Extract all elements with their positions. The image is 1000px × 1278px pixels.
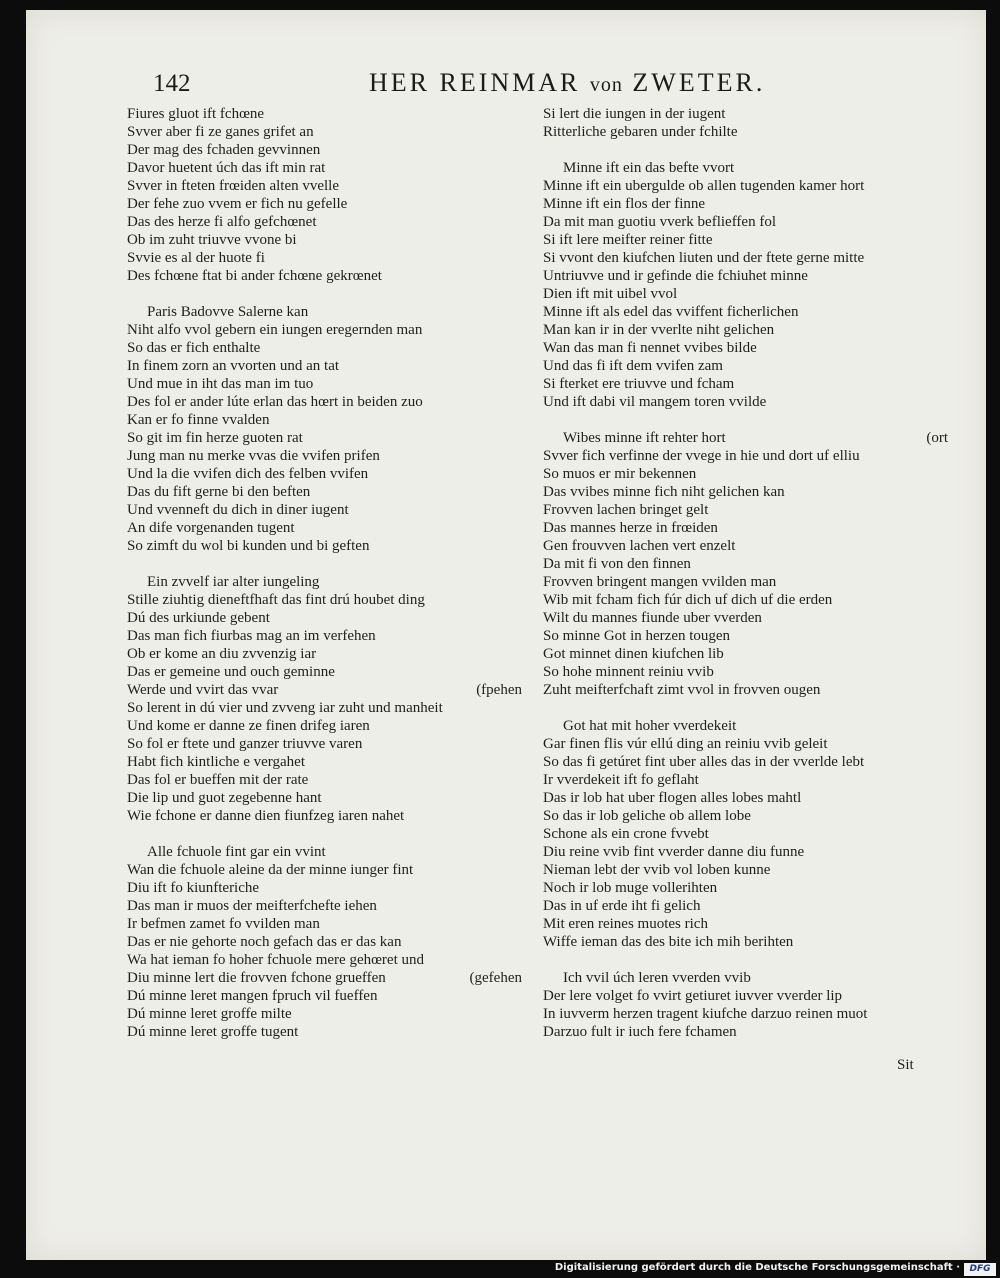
verse-line	[543, 915, 948, 933]
verse-text: Untriuvve und ir gefinde die fchiuhet minne	[543, 268, 808, 284]
verse-text: Svver in fteten frœiden alten vvelle	[127, 178, 340, 194]
verse-line	[543, 357, 948, 375]
verse-line	[543, 717, 948, 735]
verse-text: Svver fich verfinne der vvege in hie und dort uf elliu	[543, 448, 860, 464]
verse-line	[543, 123, 948, 141]
verse-line	[543, 105, 948, 123]
verse-text: Man kan ir in der vverlte niht gelichen	[543, 322, 775, 338]
verse-text: Davor huetent úch das ift min rat	[127, 160, 326, 176]
verse-text: So lerent in dú vier und zvveng iar zuht und manheit	[127, 700, 443, 716]
verse-text: Wiffe ieman das des bite ich mih berihten	[543, 934, 794, 950]
verse-text: So das ir lob geliche ob allem lobe	[543, 808, 751, 824]
verse-line	[127, 321, 522, 339]
verse-text: Alle fchuole fint gar ein vvint	[147, 844, 326, 860]
verse-text: Ir vverdekeit ift fo geflaht	[543, 772, 699, 788]
verse-text: Si lert die iungen in der iugent	[543, 106, 726, 122]
verse-line	[127, 681, 522, 699]
verse-text: So hohe minnent reiniu vvib	[543, 664, 714, 680]
verse-line	[127, 465, 522, 483]
verse-line	[127, 1005, 522, 1023]
verse-line	[543, 933, 948, 951]
verse-text: So zimft du wol bi kunden und bi geften	[127, 538, 370, 554]
verse-line	[543, 249, 948, 267]
verse-line	[543, 267, 948, 285]
verse-line	[127, 735, 522, 753]
verse-line	[543, 393, 948, 411]
verse-line	[127, 249, 522, 267]
verse-text: Und das fi ift dem vvifen zam	[543, 358, 723, 374]
verse-text: Ob er kome an diu zvvenzig iar	[127, 646, 317, 662]
verse-text: So git im fin herze guoten rat	[127, 430, 303, 446]
stanza	[543, 105, 948, 141]
catchword: Sit	[897, 1057, 914, 1073]
verse-text: Gen frouvven lachen vert enzelt	[543, 538, 736, 554]
verse-line	[127, 141, 522, 159]
verse-line	[543, 1005, 948, 1023]
verse-line	[127, 177, 522, 195]
verse-text: So fol er ftete und ganzer triuvve varen	[127, 736, 363, 752]
verse-text: Gar finen flis vúr ellú ding an reiniu vvib geleit	[543, 736, 828, 752]
verse-line	[127, 789, 522, 807]
stanza	[543, 969, 948, 1041]
verse-line	[543, 501, 948, 519]
verse-line	[127, 843, 522, 861]
verse-text: Das man fich fiurbas mag an im verfehen	[127, 628, 376, 644]
verse-line	[127, 501, 522, 519]
verse-text: Diu minne lert die frovven fchone grueffen	[127, 970, 386, 986]
verse-line	[543, 177, 948, 195]
verse-text: Das er nie gehorte noch gefach das er das kan	[127, 934, 402, 950]
verse-text: Got minnet dinen kiufchen lib	[543, 646, 724, 662]
verse-text: Paris Badovve Salerne kan	[147, 304, 309, 320]
verse-line	[127, 591, 522, 609]
verse-text: Das ir lob hat uber flogen alles lobes mahtl	[543, 790, 802, 806]
verse-text: In finem zorn an vvorten und an tat	[127, 358, 340, 374]
verse-text: Dien ift mit uibel vvol	[543, 286, 678, 302]
verse-text: Nieman lebt der vvib vol loben kunne	[543, 862, 771, 878]
verse-line	[127, 213, 522, 231]
verse-text: Dú minne leret groffe milte	[127, 1006, 292, 1022]
verse-line	[127, 303, 522, 321]
verse-text: Zuht meifterfchaft zimt vvol in frovven ougen	[543, 682, 821, 698]
verse-line	[127, 933, 522, 951]
verse-line	[543, 573, 948, 591]
verse-text: Schone als ein crone fvvebt	[543, 826, 709, 842]
verse-line	[127, 105, 522, 123]
verse-text: Fiures gluot ift fchœne	[127, 106, 265, 122]
verse-text: Svvie es al der huote fi	[127, 250, 265, 266]
verse-text: Das man ir muos der meifterfchefte iehen	[127, 898, 377, 914]
verse-text: Das des herze fi alfo gefchœnet	[127, 214, 317, 230]
verse-line	[127, 807, 522, 825]
verse-text: Werde und vvirt das vvar	[127, 682, 279, 698]
verse-line	[543, 213, 948, 231]
verse-line	[127, 609, 522, 627]
verse-line	[543, 897, 948, 915]
verse-text: Der mag des fchaden gevvinnen	[127, 142, 321, 158]
verse-text: Diu reine vvib fint vverder danne diu funne	[543, 844, 805, 860]
verse-text: Wa hat ieman fo hoher fchuole mere gehœret und	[127, 952, 425, 968]
verse-line	[127, 357, 522, 375]
verse-line	[127, 429, 522, 447]
verse-text: Wilt du mannes fiunde uber vverden	[543, 610, 762, 626]
verse-line	[543, 735, 948, 753]
verse-line	[543, 969, 948, 987]
verse-line	[127, 771, 522, 789]
verse-text: Und la die vvifen dich des felben vvifen	[127, 466, 369, 482]
verse-line	[543, 807, 948, 825]
verse-text: Das fol er bueffen mit der rate	[127, 772, 309, 788]
verse-line	[127, 969, 522, 987]
verse-text: Wie fchone er danne dien fiunfzeg iaren nahet	[127, 808, 405, 824]
verse-line	[127, 645, 522, 663]
verse-text: Frovven bringent mangen vvilden man	[543, 574, 777, 590]
verse-text: Ir befmen zamet fo vvilden man	[127, 916, 320, 932]
verse-line	[543, 555, 948, 573]
verse-text: Minne ift als edel das vviffent ficherlichen	[543, 304, 799, 320]
verse-line	[543, 537, 948, 555]
verse-line	[543, 159, 948, 177]
verse-line	[543, 825, 948, 843]
verse-text: Die lip und guot zegebenne hant	[127, 790, 322, 806]
verse-text: Si vvont den kiufchen liuten und der ftete gerne mitte	[543, 250, 865, 266]
stanza	[127, 303, 522, 555]
verse-line	[543, 375, 948, 393]
verse-line	[543, 447, 948, 465]
verse-line	[127, 519, 522, 537]
verse-text: Darzuo fult ir iuch fere fchamen	[543, 1024, 737, 1040]
verse-text: Dú minne leret groffe tugent	[127, 1024, 299, 1040]
verse-line	[127, 393, 522, 411]
verse-line	[127, 231, 522, 249]
verse-line	[127, 699, 522, 717]
running-title	[369, 68, 765, 98]
stanza	[543, 159, 948, 411]
verse-text: Wib mit fcham fich fúr dich uf dich uf die erden	[543, 592, 833, 608]
running-title-von: von	[589, 74, 623, 96]
verse-text: Stille ziuhtig dieneftfhaft das fint drú houbet ding	[127, 592, 425, 608]
verse-text: Und kome er danne ze finen drifeg iaren	[127, 718, 370, 734]
turnover-text: (fpehen	[476, 682, 522, 698]
verse-text: Niht alfo vvol gebern ein iungen eregernden man	[127, 322, 423, 338]
verse-text: Das vvibes minne fich niht gelichen kan	[543, 484, 785, 500]
verse-line	[543, 285, 948, 303]
verse-line	[543, 321, 948, 339]
verse-text: Got hat mit hoher vverdekeit	[563, 718, 737, 734]
verse-line	[543, 339, 948, 357]
verse-line	[127, 573, 522, 591]
funding-note: Digitalisierung gefördert durch die Deutsche Forschungsgemeinschaft ·	[554, 1262, 960, 1273]
verse-line	[543, 663, 948, 681]
verse-line	[127, 195, 522, 213]
verse-line	[127, 861, 522, 879]
verse-text: Das er gemeine und ouch geminne	[127, 664, 335, 680]
verse-line	[543, 753, 948, 771]
verse-text: So muos er mir bekennen	[543, 466, 697, 482]
verse-text: Ob im zuht triuvve vvone bi	[127, 232, 297, 248]
verse-line	[127, 447, 522, 465]
verse-text: So das fi getúret fint uber alles das in der vverlde lebt	[543, 754, 865, 770]
verse-text: Frovven lachen bringet gelt	[543, 502, 709, 518]
verse-line	[127, 1023, 522, 1041]
verse-line	[543, 861, 948, 879]
verse-line	[543, 195, 948, 213]
verse-line	[543, 609, 948, 627]
verse-line	[127, 915, 522, 933]
verse-line	[543, 645, 948, 663]
verse-text: Si fterket ere triuvve und fcham	[543, 376, 735, 392]
verse-text: Diu ift fo kiunfteriche	[127, 880, 260, 896]
verse-text: Ich vvil úch leren vverden vvib	[563, 970, 751, 986]
verse-line	[127, 339, 522, 357]
verse-line	[543, 789, 948, 807]
verse-line	[543, 1023, 948, 1041]
verse-line	[127, 375, 522, 393]
verse-line	[543, 429, 948, 447]
verse-line	[127, 627, 522, 645]
turnover-text: (ort	[926, 430, 948, 446]
verse-line	[543, 231, 948, 249]
page-header	[153, 68, 793, 108]
verse-text: Dú des urkiunde gebent	[127, 610, 270, 626]
verse-text: Mit eren reines muotes rich	[543, 916, 708, 932]
dfg-logo-icon: DFG	[964, 1263, 996, 1276]
verse-text: Und mue in iht das man im tuo	[127, 376, 314, 392]
left-text-column	[127, 105, 522, 1059]
verse-line	[127, 753, 522, 771]
verse-text: Das du fift gerne bi den beften	[127, 484, 311, 500]
verse-line	[543, 681, 948, 699]
stanza	[543, 429, 948, 699]
verse-line	[543, 519, 948, 537]
verse-text: Noch ir lob muge vollerihten	[543, 880, 718, 896]
verse-text: Kan er fo finne vvalden	[127, 412, 270, 428]
verse-line	[543, 465, 948, 483]
verse-text: Der lere volget fo vvirt getiuret iuvver vverder lip	[543, 988, 843, 1004]
verse-line	[127, 717, 522, 735]
verse-text: Minne ift ein das befte vvort	[563, 160, 735, 176]
verse-text: Ritterliche gebaren under fchilte	[543, 124, 738, 140]
verse-line	[543, 591, 948, 609]
verse-text: Wan das man fi nennet vvibes bilde	[543, 340, 757, 356]
verse-line	[127, 159, 522, 177]
verse-text: Das mannes herze in frœiden	[543, 520, 718, 536]
verse-line	[543, 303, 948, 321]
verse-text: Da mit man guotiu vverk beflieffen fol	[543, 214, 776, 230]
verse-text: Und ift dabi vil mangem toren vvilde	[543, 394, 767, 410]
verse-text: Das in uf erde iht fi gelich	[543, 898, 701, 914]
verse-text: Wan die fchuole aleine da der minne iunger fint	[127, 862, 414, 878]
verse-text: Der fehe zuo vvem er fich nu gefelle	[127, 196, 348, 212]
verse-text: Habt fich kintliche e vergahet	[127, 754, 305, 770]
verse-text: Minne ift ein flos der finne	[543, 196, 706, 212]
verse-text: Da mit fi von den finnen	[543, 556, 691, 572]
verse-line	[127, 537, 522, 555]
verse-line	[127, 897, 522, 915]
verse-line	[543, 627, 948, 645]
verse-text: Und vvenneft du dich in diner iugent	[127, 502, 349, 518]
verse-text: Des fchœne ftat bi ander fchœne gekrœnet	[127, 268, 382, 284]
running-title-main: HER REINMAR	[369, 68, 581, 97]
turnover-text: (gefehen	[469, 970, 522, 986]
verse-line	[127, 879, 522, 897]
digitization-footer	[0, 1262, 1000, 1278]
verse-text: So minne Got in herzen tougen	[543, 628, 731, 644]
verse-line	[127, 951, 522, 969]
verse-line	[127, 267, 522, 285]
verse-text: Minne ift ein ubergulde ob allen tugenden kamer hort	[543, 178, 865, 194]
stanza	[127, 843, 522, 1041]
verse-text: Ein zvvelf iar alter iungeling	[147, 574, 320, 590]
verse-text: Si ift lere meifter reiner fitte	[543, 232, 713, 248]
verse-line	[543, 879, 948, 897]
verse-text: So das er fich enthalte	[127, 340, 261, 356]
verse-line	[543, 843, 948, 861]
verse-text: Des fol er ander lúte erlan das hœrt in beiden zuo	[127, 394, 423, 410]
stanza	[543, 717, 948, 951]
verse-text: Svver aber fi ze ganes grifet an	[127, 124, 314, 140]
verse-text: An dife vorgenanden tugent	[127, 520, 295, 536]
verse-line	[127, 411, 522, 429]
verse-line	[127, 483, 522, 501]
running-title-end: ZWETER.	[632, 68, 766, 97]
verse-text: In iuvverm herzen tragent kiufche darzuo reinen muot	[543, 1006, 868, 1022]
verse-line	[543, 483, 948, 501]
verse-line	[127, 987, 522, 1005]
verse-line	[127, 663, 522, 681]
verse-text: Jung man nu merke vvas die vvifen prifen	[127, 448, 380, 464]
verse-line	[543, 771, 948, 789]
stanza	[127, 573, 522, 825]
verse-line	[127, 123, 522, 141]
right-text-column	[543, 105, 948, 1059]
page-number: 142	[153, 70, 191, 97]
verse-text: Dú minne leret mangen fpruch vil fueffen	[127, 988, 378, 1004]
verse-line	[543, 987, 948, 1005]
verse-text: Wibes minne ift rehter hort	[563, 430, 726, 446]
stanza	[127, 105, 522, 285]
